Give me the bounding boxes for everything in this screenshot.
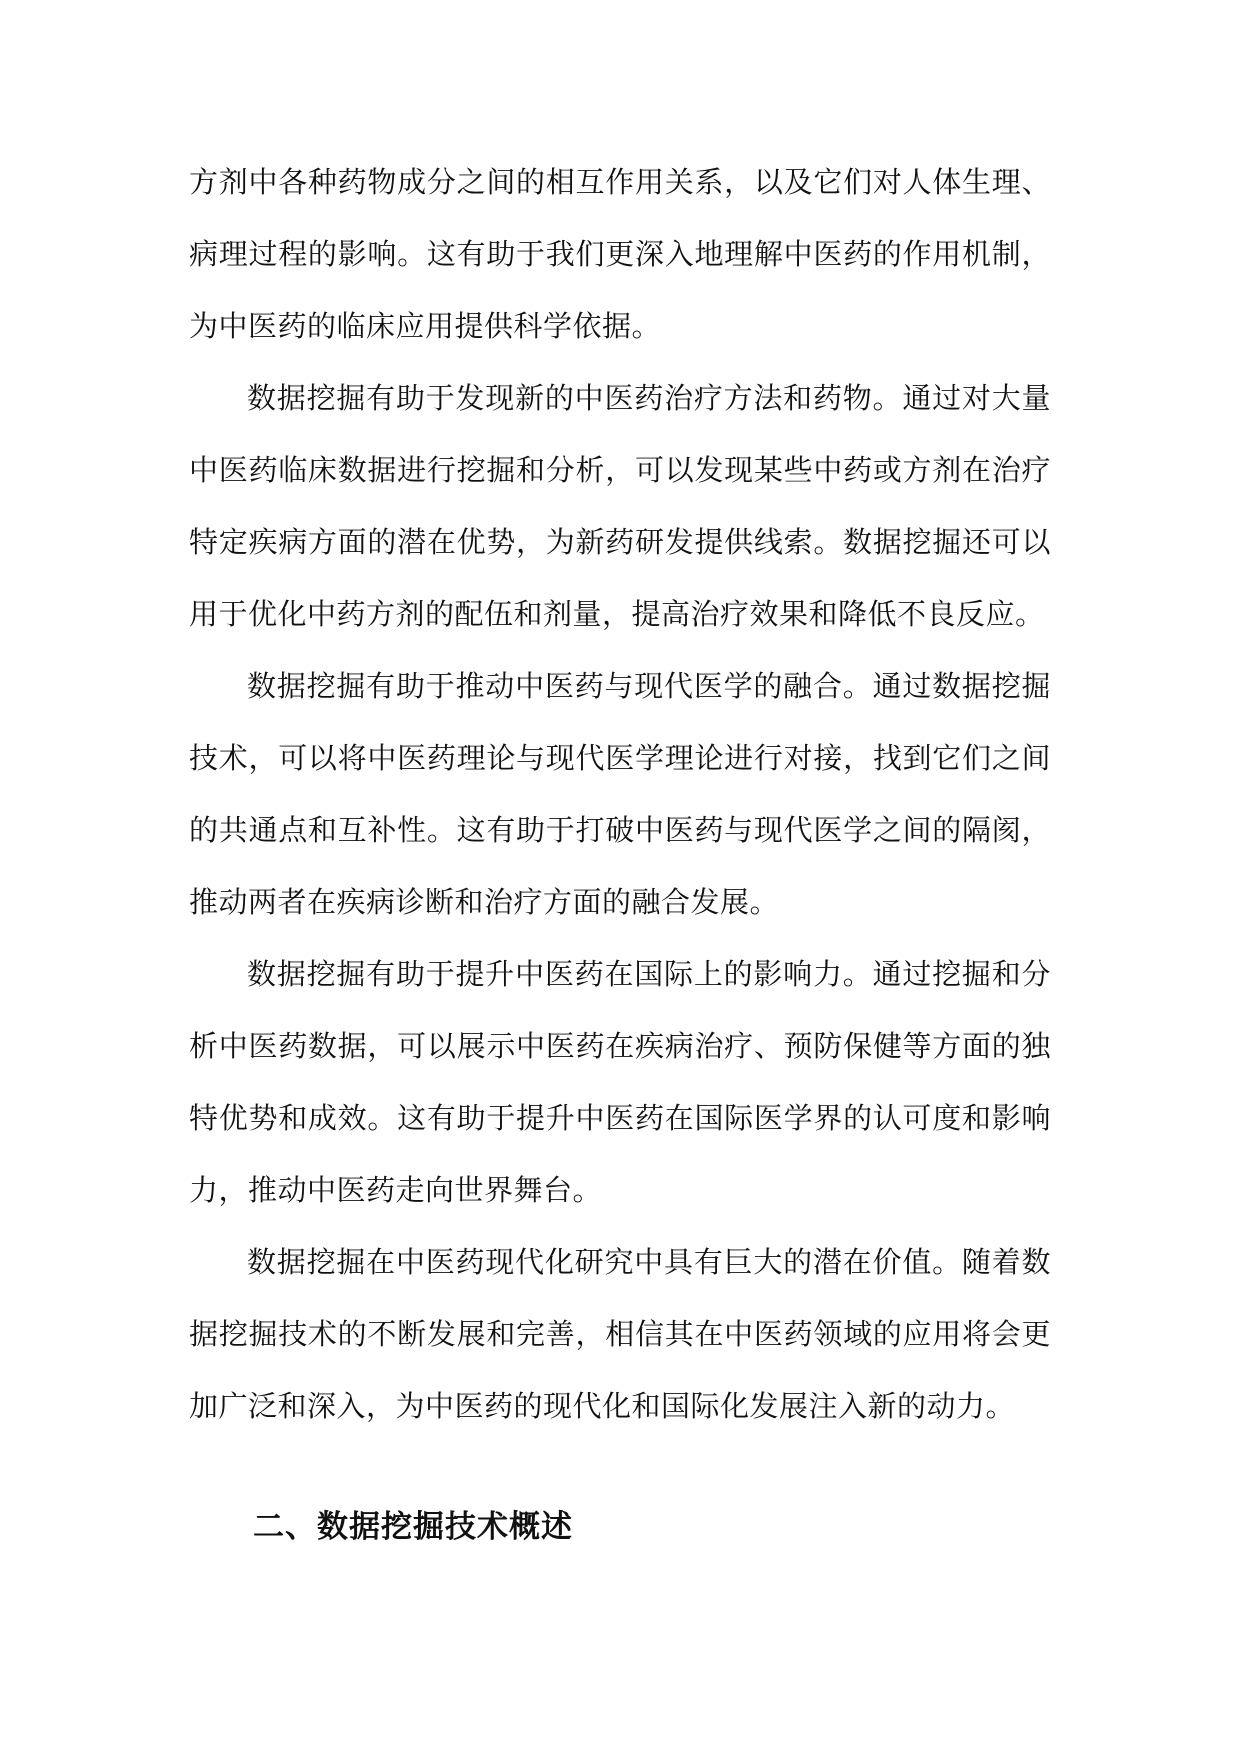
paragraph-continued: 方剂中各种药物成分之间的相互作用关系，以及它们对人体生理、病理过程的影响。这有助于我们更深入地理解中医药的作用机制，为中医药的临床应用提供科学依据。 — [189, 165, 1051, 343]
paragraph-potential-value: 数据挖掘在中医药现代化研究中具有巨大的潜在价值。随着数据挖掘技术的不断发展和完善，相信其在中医药领域的应用将会更加广泛和深入，为中医药的现代化和国际化发展注入新的动力。 — [189, 1245, 1051, 1423]
paragraph-international-influence: 数据挖掘有助于提升中医药在国际上的影响力。通过挖掘和分析中医药数据，可以展示中医药在疾病治疗、预防保健等方面的独特优势和成效。这有助于提升中医药在国际医学界的认可度和影响力，推动中医药走向世界舞台。 — [189, 957, 1051, 1207]
section-heading: 二、数据挖掘技术概述 — [253, 1509, 573, 1545]
paragraph-new-methods: 数据挖掘有助于发现新的中医药治疗方法和药物。通过对大量中医药临床数据进行挖掘和分析，可以发现某些中药或方剂在治疗特定疾病方面的潜在优势，为新药研发提供线索。数据挖掘还可以用于优化中药方剂的配伍和剂量，提高治疗效果和降低不良反应。 — [189, 381, 1051, 631]
document-body — [189, 146, 1051, 1557]
paragraph-integration: 数据挖掘有助于推动中医药与现代医学的融合。通过数据挖掘技术，可以将中医药理论与现代医学理论进行对接，找到它们之间的共通点和互补性。这有助于打破中医药与现代医学之间的隔阂，推动两者在疾病诊断和治疗方面的融合发展。 — [189, 669, 1051, 919]
